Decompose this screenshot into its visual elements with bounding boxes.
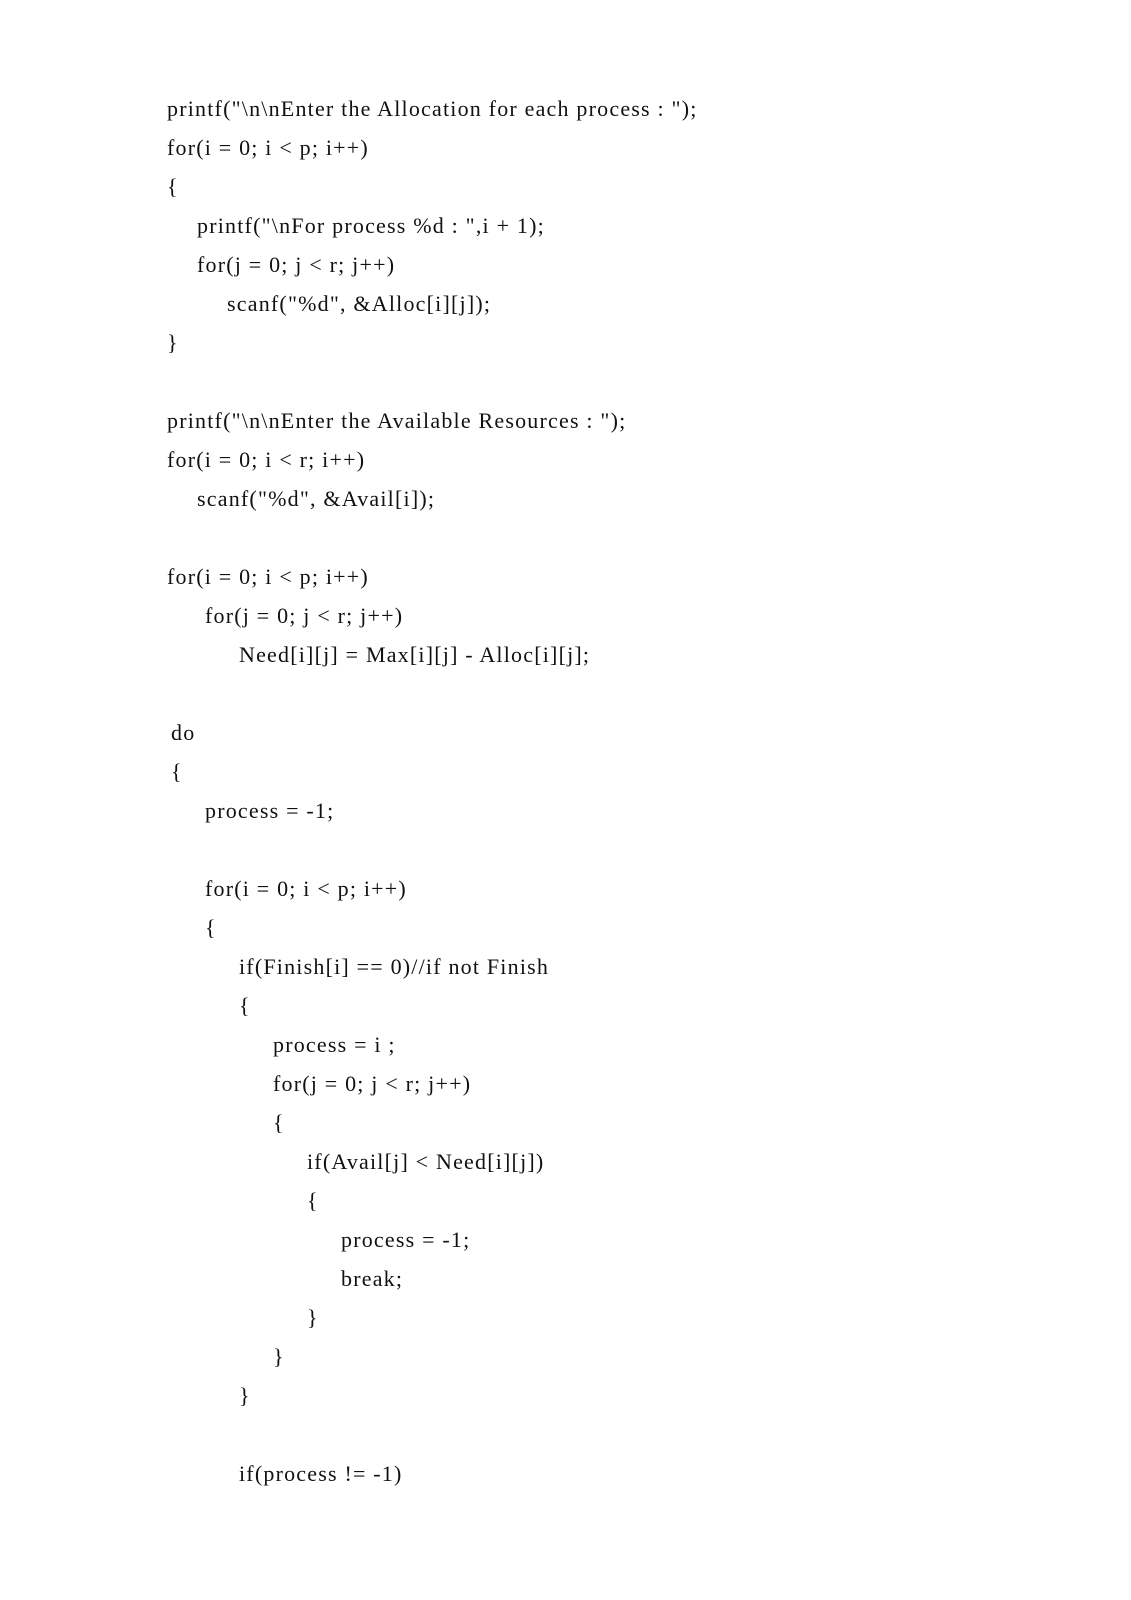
code-line: if(process != -1) — [239, 1461, 403, 1486]
code-line: } — [239, 1383, 251, 1408]
code-line: process = -1; — [341, 1227, 471, 1252]
code-line: for(j = 0; j < r; j++) — [273, 1071, 472, 1096]
code-line: for(i = 0; i < p; i++) — [205, 876, 407, 901]
code-line: process = -1; — [205, 798, 335, 823]
code-line: for(j = 0; j < r; j++) — [205, 603, 404, 628]
code-line: { — [307, 1188, 319, 1213]
code-line: if(Avail[j] < Need[i][j]) — [307, 1149, 545, 1174]
code-line: } — [273, 1344, 285, 1369]
code-line: for(i = 0; i < p; i++) — [167, 564, 369, 589]
code-line: for(i = 0; i < p; i++) — [167, 135, 369, 160]
code-line: process = i ; — [273, 1032, 396, 1057]
code-line: { — [273, 1110, 285, 1135]
code-line: for(j = 0; j < r; j++) — [197, 252, 396, 277]
code-line: Need[i][j] = Max[i][j] - Alloc[i][j]; — [239, 642, 591, 667]
code-line: do — [171, 720, 196, 745]
code-line: printf("\n\nEnter the Allocation for each process : "); — [167, 96, 698, 121]
code-line: } — [167, 330, 179, 355]
code-line: printf("\n\nEnter the Available Resources : "); — [167, 408, 627, 433]
code-line: scanf("%d", &Alloc[i][j]); — [227, 291, 492, 316]
code-line: printf("\nFor process %d : ",i + 1); — [197, 213, 545, 238]
code-line: { — [171, 759, 183, 784]
code-line: { — [239, 993, 251, 1018]
code-line: if(Finish[i] == 0)//if not Finish — [239, 954, 550, 979]
code-line: } — [307, 1305, 319, 1330]
code-line: scanf("%d", &Avail[i]); — [197, 486, 436, 511]
code-line: break; — [341, 1266, 404, 1291]
code-line: { — [205, 915, 217, 940]
code-line: for(i = 0; i < r; i++) — [167, 447, 366, 472]
code-line: { — [167, 174, 179, 199]
